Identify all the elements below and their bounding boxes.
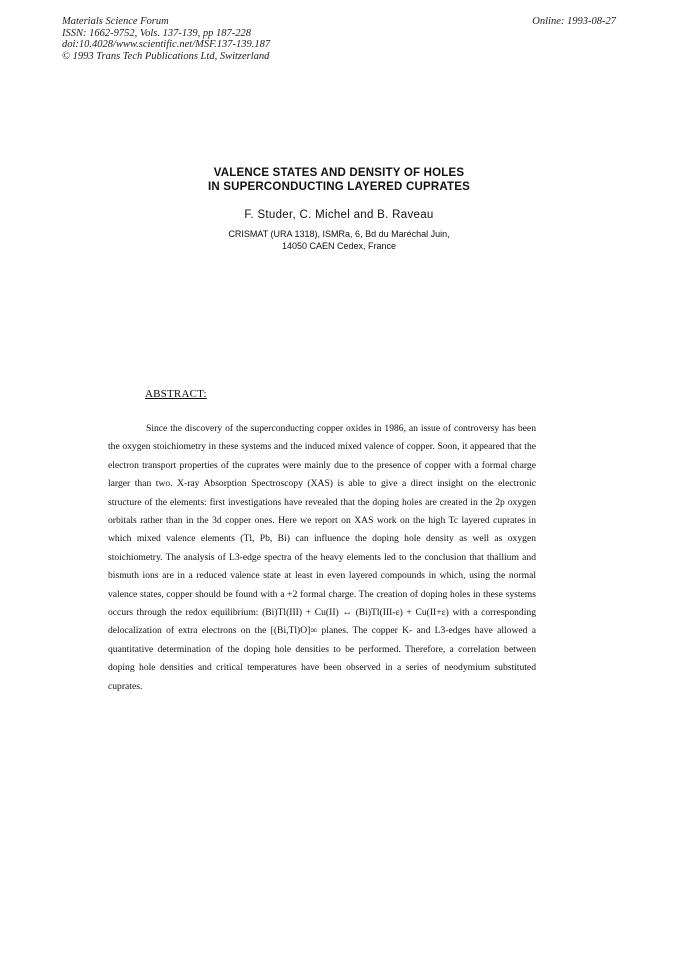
online-date: Online: 1993-08-27 — [532, 16, 616, 27]
title-line-1: VALENCE STATES AND DENSITY OF HOLES — [213, 167, 465, 179]
publication-meta — [62, 16, 270, 62]
issn-line: ISSN: 1662-9752, Vols. 137-139, pp 187-228 — [62, 27, 251, 39]
doi-line[interactable]: doi:10.4028/www.scientific.net/MSF.137-139.187 — [62, 39, 271, 50]
abstract-heading: ABSTRACT: — [145, 388, 207, 400]
paper-title — [0, 166, 678, 194]
affiliation-line-2: 14050 CAEN Cedex, France — [281, 240, 397, 251]
abstract-body: Since the discovery of the superconducting copper oxides in 1986, an issue of controversy has been the oxygen stoichiometry in these systems and the induced mixed valence of copper. Soon, it appeared that the electron transport properties of the cuprates were mainly due to the presence of copper with a formal charge larger than two. X-ray Absorption Spectroscopy (XAS) is able to give a direct insight on the electronic structure of the elements: first investigations have revealed that the doping holes are created in the 2p oxygen orbitals rather than in the 3d copper ones. Here we report on XAS work on the high Tc layered cuprates in which mixed valence elements (Tl, Pb, Bi) can influence the doping hole density as well as oxygen stoichiometry. The analysis of L3-edge spectra of the heavy elements led to the conclusion that thallium and bismuth ions are in a reduced valence state at least in even layered compounds in which, using the normal valence states, copper should be found with a +2 formal charge. The creation of doping holes in these systems occurs through the redox equilibrium: (Bi)Tl(III) + Cu(II) ↔ (Bi)Tl(III-ε) + Cu(II+ε) with a corresponding delocalization of extra electrons on the [(Bi,Tl)O]∞ planes. The copper K- and L3-edges have allowed a quantitative determination of the doping hole densities to be performed. Therefore, a correlation between doping hole densities and critical temperatures have been observed in a series of neodymium substituted cuprates. — [108, 423, 536, 692]
affiliation-line-1: CRISMAT (URA 1318), ISMRa, 6, Bd du Maréchal Juin, — [228, 229, 450, 239]
authors: F. Studer, C. Michel and B. Raveau — [244, 209, 434, 221]
journal-name: Materials Science Forum — [62, 16, 169, 27]
copyright-line: © 1993 Trans Tech Publications Ltd, Switzerland — [62, 50, 270, 62]
affiliation — [0, 229, 678, 252]
title-line-2: IN SUPERCONDUCTING LAYERED CUPRATES — [208, 181, 470, 193]
